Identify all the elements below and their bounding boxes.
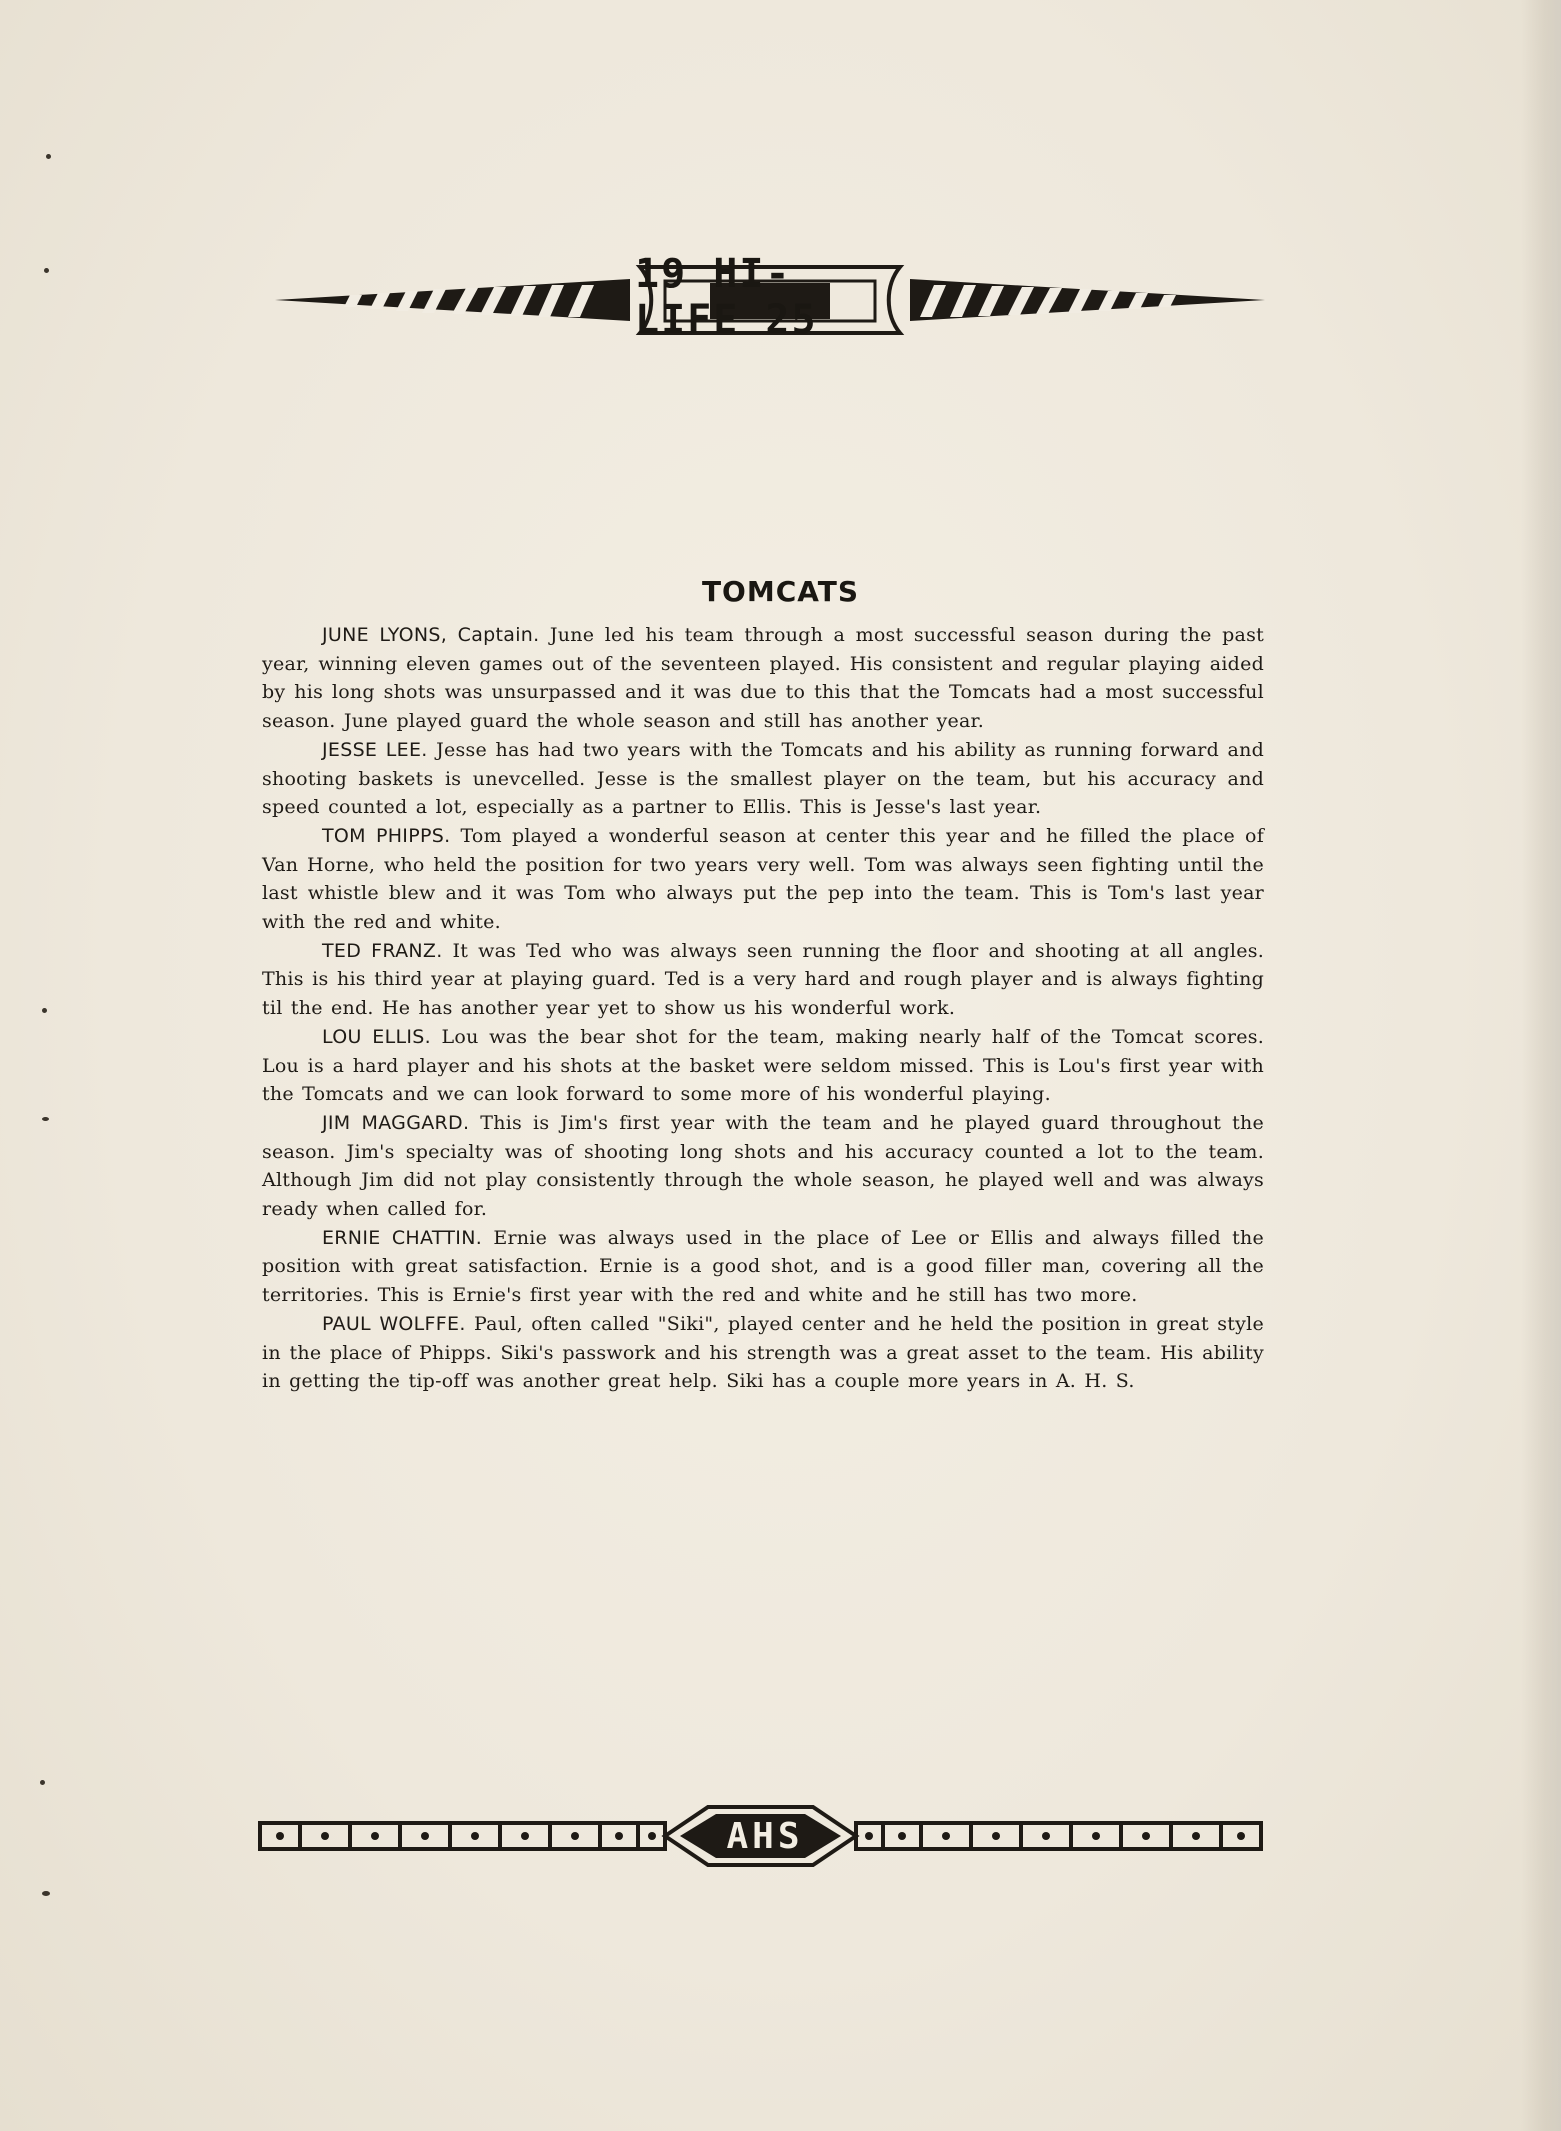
article-body bbox=[262, 621, 1264, 1396]
player-name: LOU ELLIS. bbox=[322, 1025, 431, 1048]
article-title: TOMCATS bbox=[701, 575, 860, 608]
paragraph-tom-phipps bbox=[262, 822, 1264, 937]
paper-speck bbox=[42, 1117, 49, 1121]
hi-life-banner-text: 19 HI-LIFE 25 bbox=[635, 251, 818, 343]
paragraph-text: It was Ted who was always seen running the floor and shooting at all angles. This is his third year at playing guard. Ted is a very hard and rough player and is always fighting til the end. He has another year yet to show us his wonderful work. bbox=[262, 939, 1264, 1020]
paragraph-ted-franz bbox=[262, 937, 1264, 1023]
paper-speck bbox=[40, 1780, 45, 1785]
paragraph-jim-maggard bbox=[262, 1109, 1264, 1224]
paper-speck bbox=[42, 1008, 47, 1013]
paragraph-jesse-lee bbox=[262, 736, 1264, 822]
paragraph-text: Jesse has had two years with the Tomcats and his ability as running forward and shooting baskets is unevcelled. Jesse is the smallest player on the team, but his accuracy and speed counted a lot, especially as a partner to Ellis. This is Jesse's last year. bbox=[262, 738, 1264, 819]
paragraph-text: Ernie was always used in the place of Lee or Ellis and always filled the position with great satisfaction. Ernie is a good shot, and is a good filler man, covering all the territories. This is Ernie's first year with the red and white and he still has two more. bbox=[262, 1226, 1265, 1307]
paragraph-lou-ellis bbox=[262, 1023, 1264, 1109]
paragraph-text: June led his team through a most successful season during the past year, winning eleven games out of the seventeen played. His consistent and regular playing aided by his long shots was unsurpassed and it was due to this that the Tomcats had a most successful season. June played guard the whole season and still has another year. bbox=[262, 624, 1264, 733]
player-name: JESSE LEE. bbox=[322, 738, 428, 761]
paragraph-june-lyons bbox=[262, 621, 1264, 736]
paper-speck bbox=[44, 268, 49, 273]
paragraph-text: Lou was the bear shot for the team, making nearly half of the Tomcat scores. Lou is a hard player and his shots at the basket were seldom missed. This is Lou's first year with the Tomcats and we can look forward to some more of his wonderful playing. bbox=[262, 1025, 1264, 1106]
paragraph-text: Tom played a wonderful season at center this year and he filled the place of Van Horne, who held the position for two years very well. Tom was always seen fighting until the last whistle blew and it was Tom who always put the pep into the team. This is Tom's last year with the red and white. bbox=[262, 824, 1264, 934]
paragraph-paul-wolffe bbox=[262, 1310, 1264, 1396]
player-name: ERNIE CHATTIN. bbox=[322, 1226, 483, 1249]
player-name: TOM PHIPPS. bbox=[322, 824, 451, 847]
player-name: PAUL WOLFFE. bbox=[322, 1312, 466, 1335]
paragraph-text: Paul, often called "Siki", played center and he held the position in great style in the place of Phipps. Siki's passwork and his strength was a great asset to the team. His ability in getting the tip-off was another great help. Siki has a couple more years in A. H. S. bbox=[262, 1312, 1264, 1393]
player-name: TED FRANZ. bbox=[322, 939, 443, 962]
paper-speck bbox=[42, 1891, 50, 1896]
paragraph-ernie-chattin bbox=[262, 1224, 1264, 1310]
paper-speck bbox=[46, 154, 51, 159]
page-edge-shadow bbox=[1521, 0, 1561, 2131]
ahs-emblem-text: AHS bbox=[726, 1815, 804, 1857]
player-name: JUNE LYONS, Captain. bbox=[322, 624, 540, 646]
player-name: JIM MAGGARD. bbox=[322, 1111, 470, 1134]
paragraph-text: This is Jim's first year with the team and he played guard throughout the season. Jim's specialty was of shooting long shots and his accuracy counted a lot to the team. Although Jim did not play consistently through the whole season, he played well and was always ready when called for. bbox=[262, 1111, 1264, 1221]
